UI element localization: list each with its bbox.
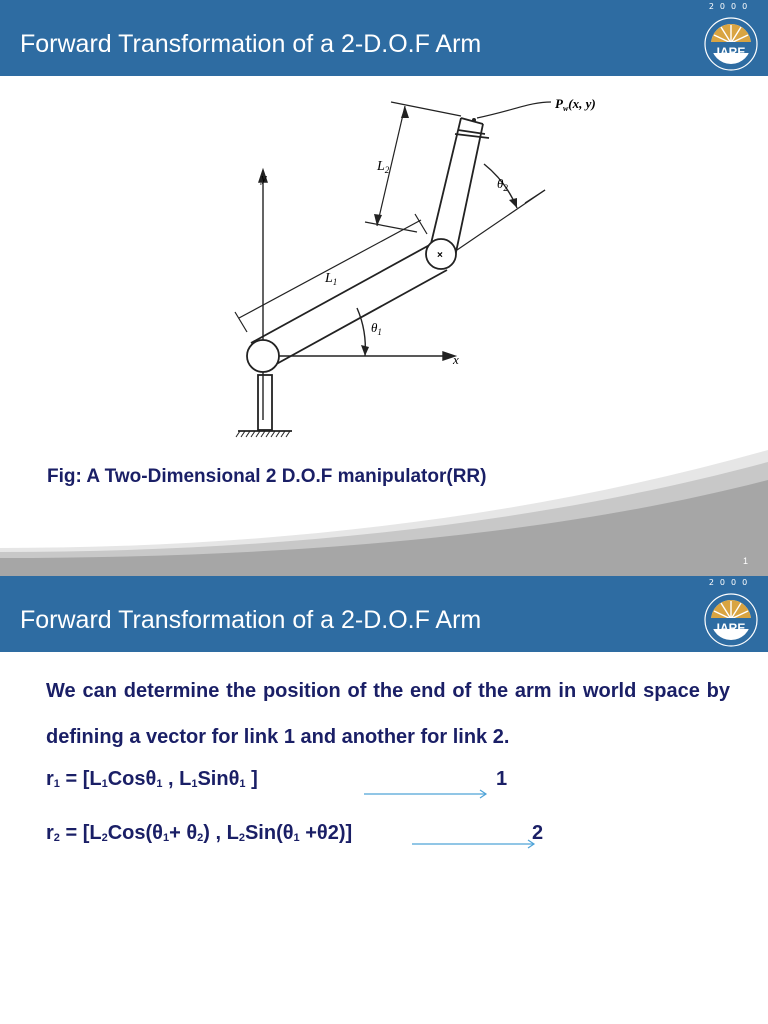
equation-2: $r_2 = [L_2Cos(\theta_1+ \theta_2)$ , $L_2Sin(\theta_1 +\theta 2)$] (46, 822, 353, 844)
slide-2 (0, 576, 768, 1024)
page-number: 1 (742, 556, 748, 566)
logo-text: IARE (716, 621, 746, 635)
iare-logo (696, 576, 766, 652)
equation-1-number: 1 (496, 768, 508, 790)
body-paragraph: We can determine the position of the end of the arm in world space by defining a vector for link 1 and another for link 2. (46, 680, 730, 748)
arrow-icon (412, 838, 538, 850)
title-bar (0, 576, 768, 652)
base-joint (247, 340, 279, 372)
figure-caption: Fig: A Two-Dimensional 2 D.O.F manipulator(RR) (47, 466, 487, 487)
l1-label: $L_1$ (325, 271, 338, 287)
footer-swoosh (0, 440, 768, 576)
logo-year: 2000 (708, 578, 754, 587)
slide-title: Forward Transformation of a 2-D.O.F Arm (20, 30, 482, 58)
link-2 (429, 118, 489, 257)
iare-logo (696, 0, 766, 76)
x-axis-label: x (453, 352, 459, 367)
logo-year: 2000 (708, 2, 754, 11)
slide-title: Forward Transformation of a 2-D.O.F Arm (20, 606, 482, 634)
y-axis-label: y (261, 170, 267, 185)
manipulator-diagram (225, 90, 635, 450)
end-effector-point (472, 118, 476, 122)
link-1 (251, 242, 447, 367)
axes (259, 170, 455, 420)
equation-2-number: 2 (532, 822, 544, 844)
l2-label: $L_2$ (377, 159, 390, 175)
equation-1: $r_1 = [L_1Cos\theta_1$ , $L_1Sin\theta_1$ ] (46, 768, 258, 790)
logo-emblem-icon (696, 0, 766, 76)
elbow-marker: × (437, 250, 443, 261)
arrow-icon (364, 788, 490, 800)
logo-text: IARE (716, 45, 746, 59)
title-bar (0, 0, 768, 76)
ground-base (236, 375, 292, 437)
theta2-label: $\theta_2$ (497, 176, 508, 193)
logo-emblem-icon (696, 576, 766, 652)
pw-label: $P_w(x$, y) (555, 96, 596, 113)
theta1-label: $\theta_1$ (371, 320, 382, 337)
